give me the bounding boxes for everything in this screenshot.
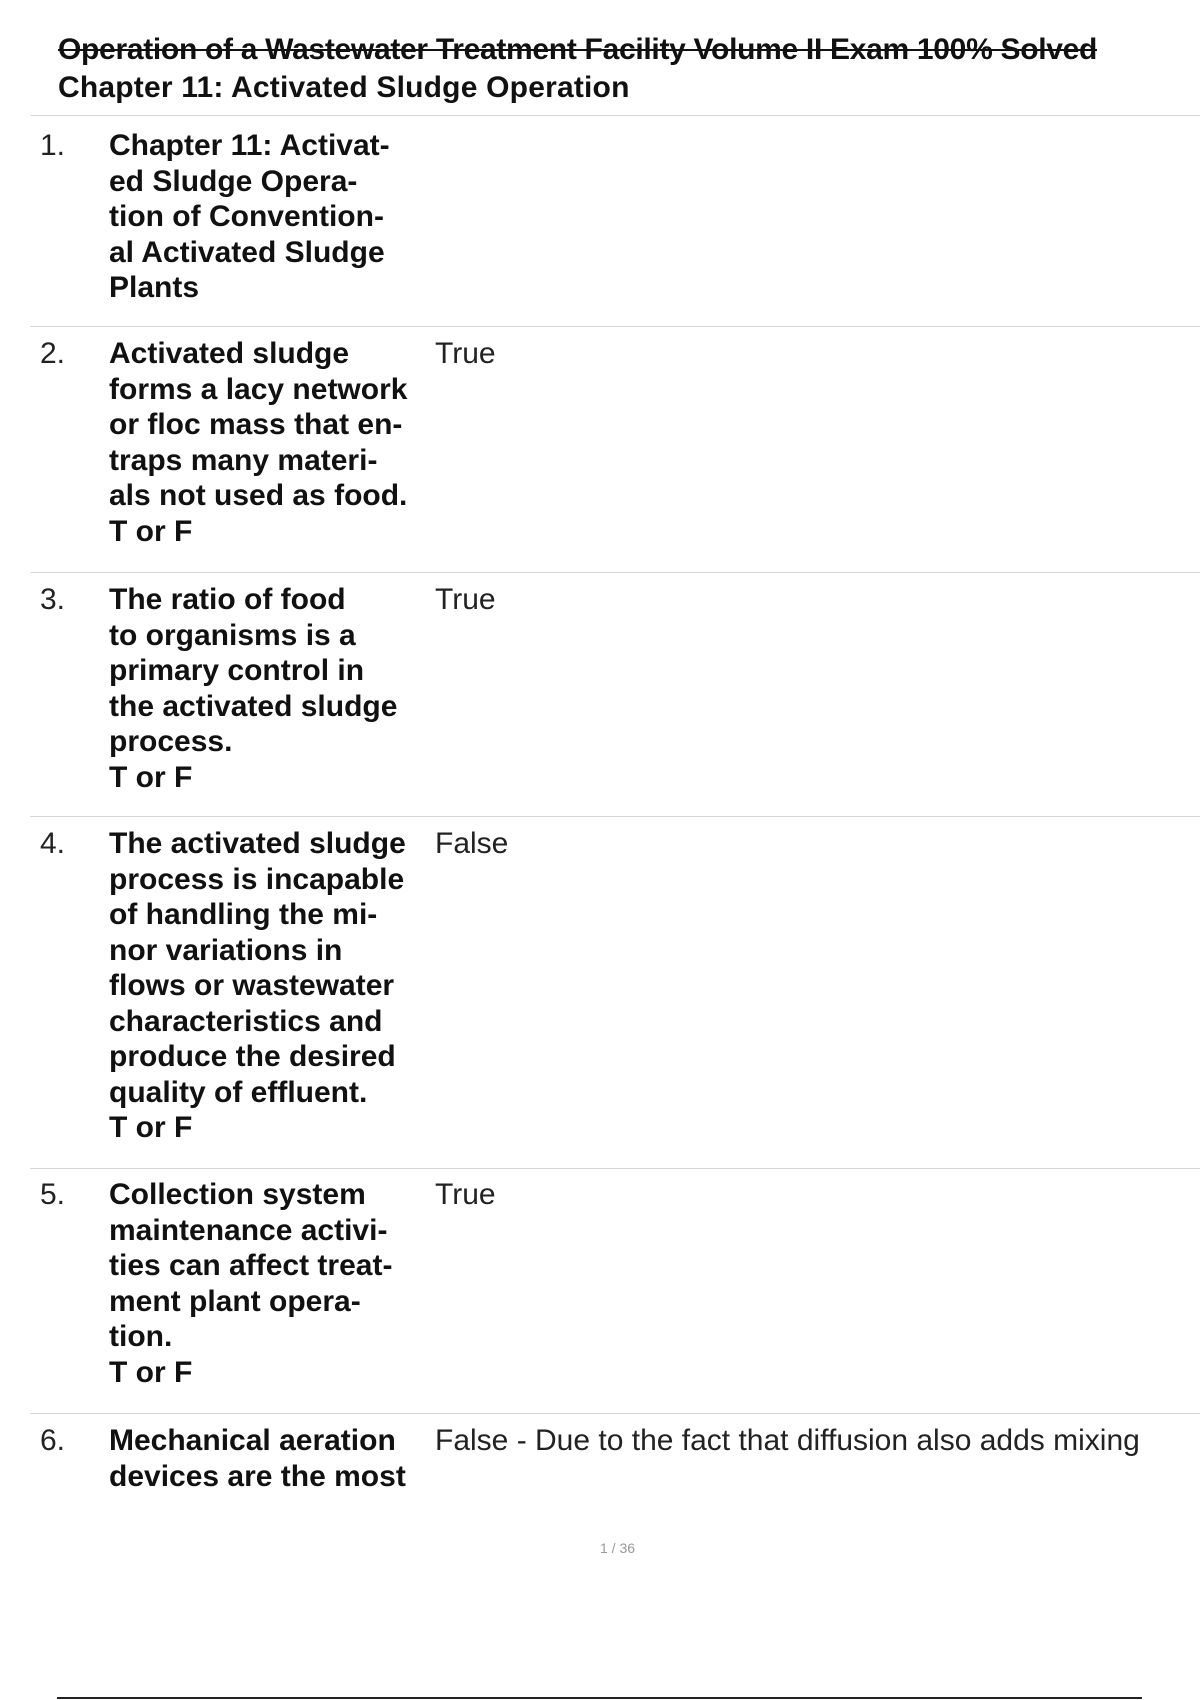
question-line: or floc mass that en-: [109, 408, 403, 441]
row-divider: [30, 572, 1200, 573]
question-text: [109, 1177, 429, 1390]
question-line: T or F: [109, 760, 193, 794]
question-line: forms a lacy network: [109, 372, 408, 406]
question-line: the activated sludge: [109, 689, 398, 723]
question-line: process is incapable: [109, 862, 405, 896]
question-line: T or F: [109, 1111, 193, 1144]
question-line: of handling the mi-: [109, 898, 378, 931]
question-line: maintenance activi-: [109, 1213, 388, 1247]
row-divider: [30, 1168, 1200, 1169]
answer-text: True: [435, 337, 496, 370]
question-line: characteristics and: [109, 1004, 383, 1038]
question-line: devices are the most: [109, 1459, 406, 1493]
answer-text: True: [435, 583, 496, 616]
question-text: [109, 336, 429, 549]
question-line: als not used as food.: [109, 479, 408, 512]
question-line: T or F: [109, 1355, 193, 1389]
question-number: 1.: [40, 129, 66, 162]
row-divider: [30, 816, 1200, 817]
question-line: Plants: [109, 271, 200, 304]
question-line: T or F: [109, 514, 193, 548]
question-line: al Activated Sludge: [109, 235, 385, 269]
question-line: produce the desired: [109, 1040, 396, 1073]
question-text: [109, 1423, 429, 1494]
answer-text: False - Due to the fact that diffusion also adds mixing: [435, 1424, 1140, 1457]
answer-text: True: [435, 1178, 496, 1211]
question-text: [109, 128, 429, 306]
question-line: process.: [109, 725, 233, 758]
chapter-heading: Chapter 11: Activated Sludge Operation: [58, 71, 630, 104]
question-text: [109, 582, 429, 795]
page-number: 1 / 36: [599, 1540, 636, 1556]
header-divider: [30, 115, 1200, 116]
row-divider: [30, 326, 1200, 327]
document-title: Operation of a Wastewater Treatment Facility Volume II Exam 100% Solved: [58, 33, 1098, 66]
question-line: tion.: [109, 1320, 173, 1353]
question-line: flows or wastewater: [109, 969, 395, 1002]
question-line: Chapter 11: Activat-: [109, 129, 390, 162]
question-line: The activated sludge: [109, 827, 406, 860]
question-line: ties can affect treat-: [109, 1249, 393, 1282]
question-number: 2.: [40, 337, 66, 370]
question-line: tion of Convention-: [109, 200, 384, 233]
question-line: to organisms is a: [109, 618, 356, 652]
question-text: [109, 826, 429, 1146]
question-line: ed Sludge Opera-: [109, 164, 358, 198]
question-line: primary control in: [109, 654, 365, 687]
row-divider: [30, 1413, 1200, 1414]
question-line: Activated sludge: [109, 337, 350, 370]
question-number: 3.: [40, 583, 66, 616]
question-number: 5.: [40, 1178, 66, 1211]
question-line: nor variations in: [109, 933, 343, 967]
question-line: Mechanical aeration: [109, 1424, 396, 1457]
answer-text: False: [435, 827, 509, 860]
question-number: 6.: [40, 1424, 66, 1457]
question-number: 4.: [40, 827, 66, 860]
question-line: Collection system: [109, 1178, 366, 1211]
question-line: quality of effluent.: [109, 1075, 368, 1109]
question-line: traps many materi-: [109, 443, 378, 477]
footer-rule: [57, 1697, 1142, 1699]
question-line: ment plant opera-: [109, 1284, 361, 1318]
question-line: The ratio of food: [109, 583, 346, 616]
